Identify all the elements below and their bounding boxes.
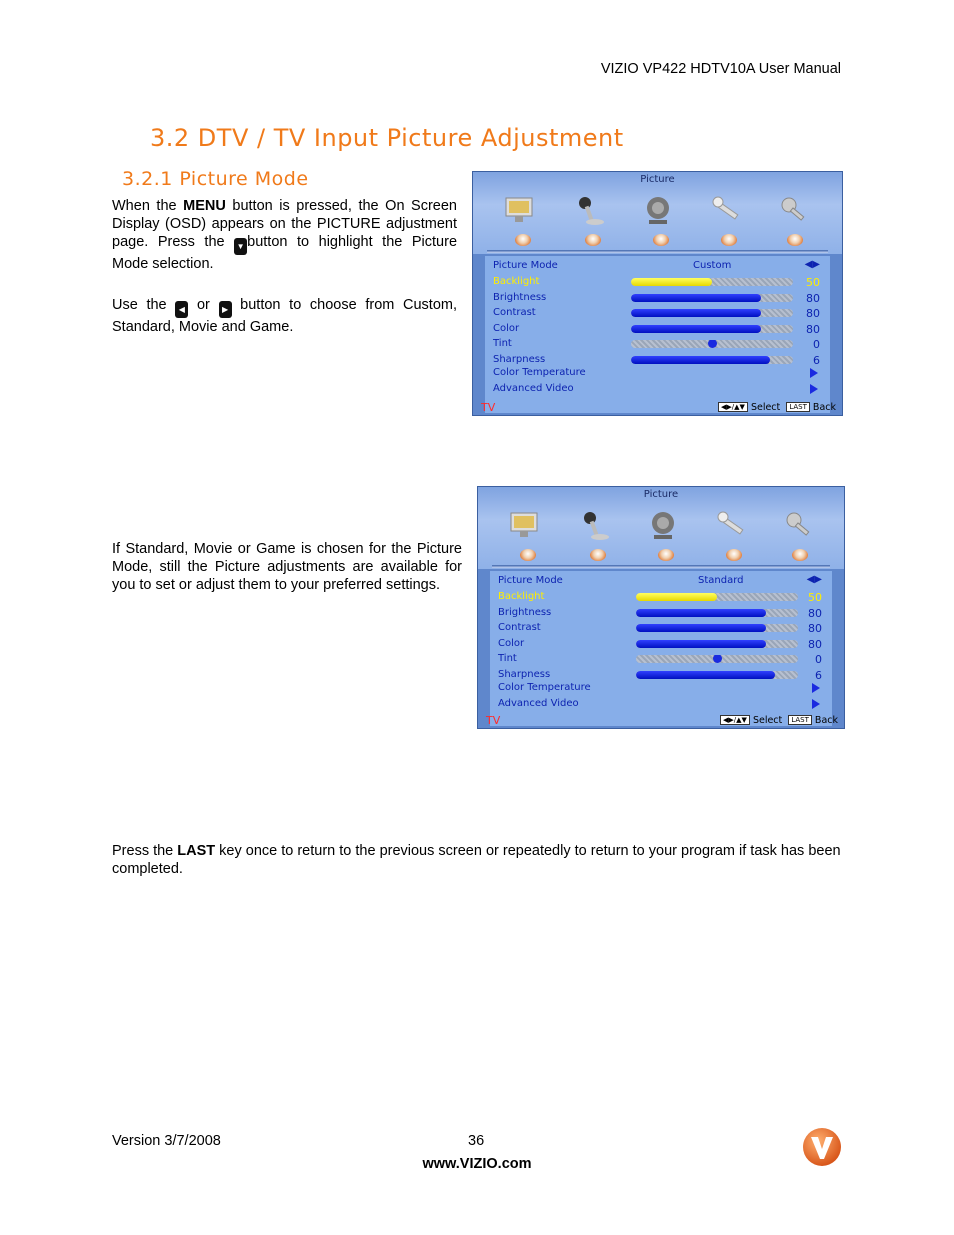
osd-tab-parental[interactable] [787, 234, 803, 246]
osd-title: Picture [640, 174, 675, 185]
setting-value: 6 [813, 353, 820, 367]
osd-tab-parental[interactable] [792, 549, 808, 561]
slider-fill [631, 309, 761, 317]
manual-title: VIZIO VP422 HDTV10A User Manual [600, 61, 841, 77]
setting-slider[interactable] [631, 356, 793, 364]
setting-label: Contrast [498, 622, 541, 633]
last-key-icon: LAST [788, 715, 812, 725]
osd-tab-tv[interactable] [658, 549, 674, 561]
setting-row-backlight[interactable] [493, 275, 822, 290]
setting-slider[interactable] [636, 655, 798, 663]
setting-value: 80 [806, 307, 820, 320]
setting-value: 80 [808, 622, 822, 635]
submenu-arrow-icon [810, 368, 818, 378]
setting-slider[interactable] [631, 340, 793, 348]
setting-slider[interactable] [636, 671, 798, 679]
slider-fill [636, 671, 775, 679]
picture-mode-row[interactable]: Picture Mode Custom ◀▶ [493, 259, 820, 271]
slider-fill [636, 593, 717, 601]
page-number: 36 [468, 1133, 485, 1149]
osd-tab-audio[interactable] [590, 549, 606, 561]
setting-label: Tint [498, 653, 517, 664]
setting-row-color[interactable] [498, 637, 824, 652]
right-arrow-key-icon: ▶ [219, 301, 232, 318]
setting-row-backlight[interactable] [498, 590, 824, 605]
setting-label: Brightness [498, 606, 552, 618]
setting-row-tint[interactable] [493, 337, 822, 352]
osd-divider [492, 565, 830, 568]
slider-fill [631, 356, 770, 364]
setting-slider[interactable] [636, 609, 798, 617]
osd-help-bar: TV ◀▶/▲▼ Select LAST Back [481, 401, 836, 414]
setting-slider[interactable] [631, 294, 793, 302]
section-title: 3.2 DTV / TV Input Picture Adjustment [150, 124, 624, 152]
setting-label: Backlight [493, 276, 540, 287]
last-key-icon: LAST [786, 402, 810, 412]
setting-label: Backlight [498, 591, 545, 602]
advanced-video-row[interactable]: Advanced Video [498, 697, 824, 712]
color-temperature-row[interactable]: Color Temperature [498, 681, 824, 696]
osd-screenshot-custom [472, 171, 843, 416]
setting-value: 80 [806, 291, 820, 305]
osd-divider [487, 250, 828, 253]
input-source-label: TV [481, 401, 496, 414]
osd-tab-setup[interactable] [721, 234, 737, 246]
osd-menu-panel [485, 256, 830, 413]
slider-knob[interactable] [708, 340, 717, 348]
slider-knob[interactable] [713, 655, 722, 663]
osd-menu-panel [490, 571, 832, 726]
setting-row-brightness[interactable] [493, 291, 822, 306]
osd-icon-bar [473, 172, 842, 254]
setting-row-brightness[interactable] [498, 606, 824, 621]
setting-value: 80 [808, 637, 822, 651]
setting-value: 50 [808, 591, 822, 604]
slider-fill [631, 325, 761, 333]
osd-tab-setup[interactable] [726, 549, 742, 561]
vizio-logo-icon [802, 1127, 842, 1167]
submenu-arrow-icon [812, 699, 820, 709]
slider-fill [636, 609, 766, 617]
setting-value: 80 [808, 606, 822, 620]
setting-value: 80 [806, 322, 820, 336]
paragraph-other-modes: If Standard, Movie or Game is chosen for the Picture Mode, still the Picture adjustments are available for you to set or adjust them to your preferred settings. [112, 541, 462, 593]
picture-mode-value: Standard [698, 575, 744, 586]
input-source-label: TV [486, 714, 501, 727]
setting-label: Contrast [493, 307, 536, 318]
audio-icon [578, 509, 612, 541]
slider-fill [631, 294, 761, 302]
setting-slider[interactable] [636, 624, 798, 632]
setting-value: 6 [815, 668, 822, 682]
setting-slider[interactable] [631, 309, 793, 317]
tv-icon [641, 194, 675, 226]
left-arrow-key-icon: ◀ [175, 301, 188, 318]
nav-keys-icon: ◀▶/▲▼ [718, 402, 748, 412]
setting-value: 50 [806, 276, 820, 289]
setting-slider[interactable] [636, 593, 798, 601]
setting-value: 0 [813, 338, 820, 351]
osd-title: Picture [643, 489, 679, 500]
paragraph-choose: Use the ◀ or ▶ button to choose from Custom, Standard, Movie and Game. [112, 297, 458, 335]
setting-label: Color [493, 322, 520, 334]
website-link[interactable]: www.VIZIO.com [422, 1156, 532, 1172]
setting-label: Sharpness [493, 353, 546, 365]
setting-slider[interactable] [636, 640, 798, 648]
audio-icon [573, 194, 607, 226]
submenu-arrow-icon [812, 683, 820, 693]
setting-value: 0 [815, 653, 822, 666]
osd-icon-bar [478, 487, 844, 569]
setting-label: Tint [493, 338, 512, 349]
down-arrow-key-icon: ▼ [234, 238, 247, 255]
slider-fill [636, 624, 766, 632]
parental-key-icon [777, 194, 811, 226]
version-label: Version 3/7/2008 [112, 1133, 221, 1149]
osd-help-bar: TV ◀▶/▲▼ Select LAST Back [486, 714, 838, 727]
osd-screenshot-standard [477, 486, 845, 729]
menu-keyword: MENU [183, 198, 226, 214]
osd-tab-picture[interactable] [515, 234, 531, 246]
slider-fill [636, 640, 766, 648]
setting-label: Sharpness [498, 668, 551, 680]
picture-icon [503, 194, 537, 226]
slider-fill [631, 278, 712, 286]
setting-slider[interactable] [631, 325, 793, 333]
nav-keys-icon: ◀▶/▲▼ [720, 715, 750, 725]
picture-mode-value: Custom [693, 260, 732, 271]
setting-row-contrast[interactable] [498, 621, 824, 636]
parental-key-icon [782, 509, 816, 541]
setup-wrench-icon [709, 194, 743, 226]
setting-label: Brightness [493, 291, 547, 303]
osd-tab-tv[interactable] [653, 234, 669, 246]
left-right-arrows-icon: ◀▶ [806, 574, 822, 585]
osd-tab-audio[interactable] [585, 234, 601, 246]
tv-icon [646, 509, 680, 541]
paragraph-menu: When the MENU button is pressed, the On Screen Display (OSD) appears on the PICTURE adjustment page. Press the ▼ button to highlight the Picture Mode selection. [112, 198, 458, 272]
color-temperature-row[interactable]: Color Temperature [493, 366, 822, 381]
paragraph-last-key: Press the LAST key once to return to the previous screen or repeatedly to return to your program if task has been completed. [112, 843, 841, 877]
setting-row-contrast[interactable] [493, 306, 822, 321]
subsection-title: 3.2.1 Picture Mode [122, 168, 309, 190]
advanced-video-row[interactable]: Advanced Video [493, 382, 822, 397]
picture-icon [508, 509, 542, 541]
setting-row-color[interactable] [493, 322, 822, 337]
setting-slider[interactable] [631, 278, 793, 286]
setup-wrench-icon [714, 509, 748, 541]
setting-label: Color [498, 637, 525, 649]
left-right-arrows-icon: ◀▶ [804, 259, 820, 270]
picture-mode-row[interactable]: Picture Mode Standard ◀▶ [498, 574, 822, 586]
last-keyword: LAST [177, 843, 216, 859]
setting-row-tint[interactable] [498, 652, 824, 667]
submenu-arrow-icon [810, 384, 818, 394]
osd-tab-picture[interactable] [520, 549, 536, 561]
